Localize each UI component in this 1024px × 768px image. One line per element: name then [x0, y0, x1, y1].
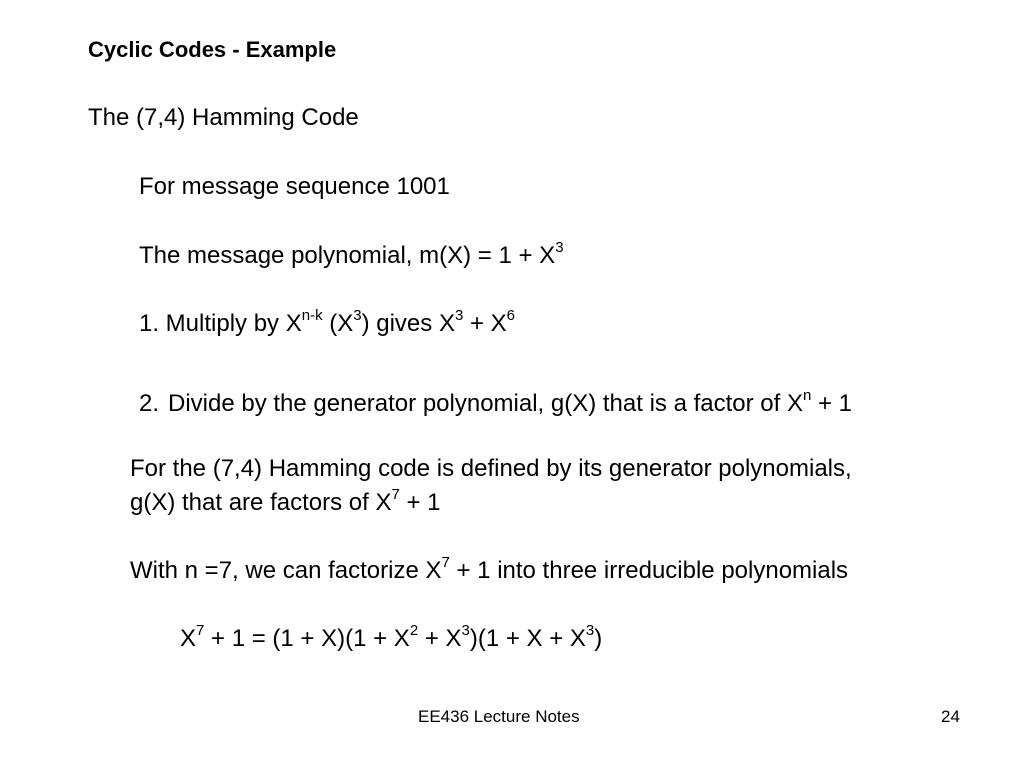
factorization-line — [180, 622, 603, 653]
step-2-number: 2. — [139, 390, 160, 417]
step-1-exp-3: 3 — [454, 307, 464, 324]
factorization-exp-1: 7 — [196, 622, 205, 639]
factorization-exp-3: 3 — [461, 622, 470, 639]
message-polynomial-text: The message polynomial, m(X) = 1 + X — [139, 242, 556, 269]
message-polynomial-line — [139, 239, 564, 270]
paragraph-1-line-2-part-b: + 1 — [399, 489, 441, 516]
step-2-exp: n — [802, 387, 812, 404]
paragraph-1-line-2-part-a: g(X) that are factors of X — [130, 489, 392, 516]
footer-course-name: EE436 Lecture Notes — [418, 707, 580, 726]
footer-page-number: 24 — [941, 707, 960, 726]
step-1-part-d: + X — [463, 310, 507, 337]
message-polynomial-exponent: 3 — [555, 239, 564, 256]
factorization-exp-4: 3 — [585, 622, 595, 639]
paragraph-1-line-1: For the (7,4) Hamming code is defined by its generator polynomials, — [130, 455, 852, 482]
paragraph-2-part-b: + 1 into three irreducible polynomials — [449, 557, 849, 584]
step-1-exp-2: 3 — [353, 307, 362, 324]
message-sequence-line: For message sequence 1001 — [139, 173, 450, 200]
step-1-exp-4: 6 — [506, 307, 516, 324]
step-1-line — [139, 307, 516, 338]
step-2-part-a: Divide by the generator polynomial, g(X) that is a factor of X — [168, 390, 803, 417]
step-1-exp-1: n-k — [301, 307, 323, 324]
paragraph-1-line-2 — [130, 486, 441, 517]
factorization-exp-2: 2 — [409, 622, 419, 639]
factorization-part-c: + X — [418, 625, 462, 652]
paragraph-1-line-2-exp: 7 — [391, 486, 400, 503]
slide-subtitle: The (7,4) Hamming Code — [88, 104, 359, 131]
step-1-part-c: ) gives X — [361, 310, 455, 337]
factorization-part-a: X — [180, 625, 197, 652]
step-2-part-b: + 1 — [811, 390, 853, 417]
step-1-part-b: (X — [322, 310, 354, 337]
paragraph-2-exp: 7 — [441, 554, 450, 571]
paragraph-2-line — [130, 554, 849, 585]
factorization-part-d: )(1 + X + X — [469, 625, 586, 652]
step-1-part-a: 1. Multiply by X — [139, 310, 302, 337]
slide-title: Cyclic Codes - Example — [88, 37, 337, 62]
paragraph-2-part-a: With n =7, we can factorize X — [130, 557, 442, 584]
factorization-part-e: ) — [594, 625, 603, 652]
step-2-line — [139, 387, 853, 418]
factorization-part-b: + 1 = (1 + X)(1 + X — [204, 625, 410, 652]
